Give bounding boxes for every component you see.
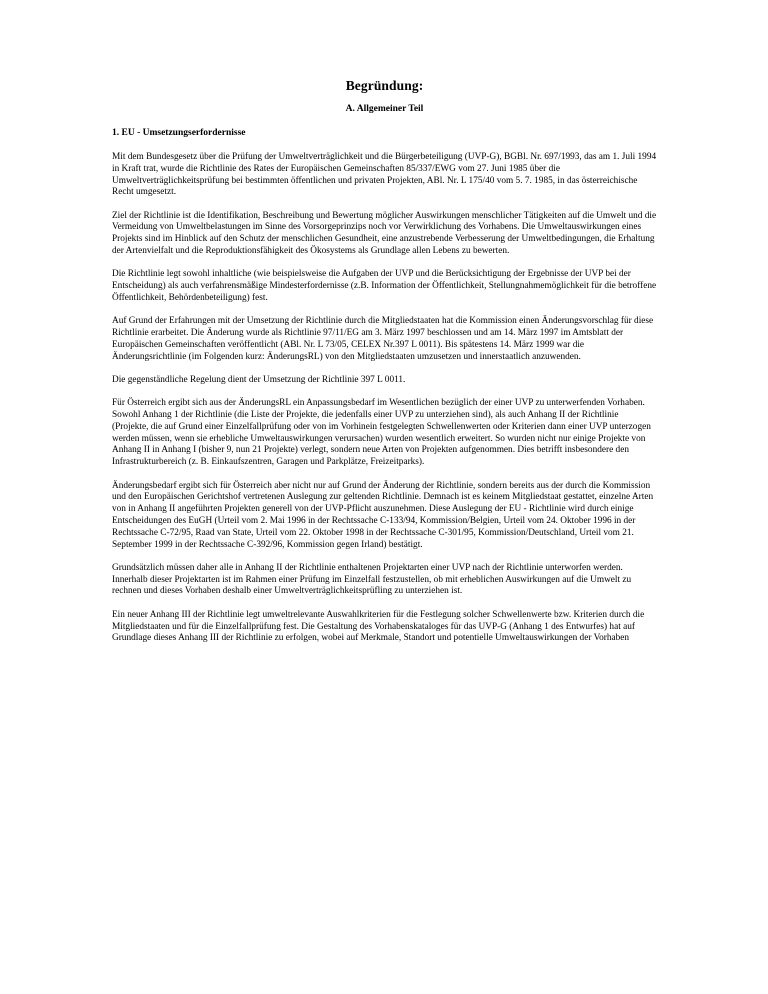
paragraph: Ein neuer Anhang III der Richtlinie legt umweltrelevante Auswahlkriterien für die Festlegung solcher Schwellenwerte bzw. Kriterien durch die Mitgliedstaaten und für die Einzelfallprüfung fest. Die Gestaltung des Vorhabenskataloges für das UVP-G (Anhang 1 des Entwurfes) hat auf Grundlage dieses Anhang III der Richtlinie zu erfolgen, wobei auf Merkmale, Standort und potentielle Umweltauswirkungen der Vorhaben xyxy=(112,609,645,644)
part-heading: A. Allgemeiner Teil xyxy=(345,104,424,114)
paragraph: Grundsätzlich müssen daher alle in Anhang II der Richtlinie enthaltenen Projektarten einer UVP nach der Richtlinie unterworfen werden. Innerhalb dieser Projektarten ist im Rahmen einer Prüfung im Einzelfall festzustellen, ob mit erheblichen Auswirkungen auf die Umwelt zu rechnen und dieses Vorhaben deshalb einer Umweltverträglichkeitsprüfling zu unterziehen ist. xyxy=(112,562,632,597)
paragraph: Die Richtlinie legt sowohl inhaltliche (wie beispielsweise die Aufgaben der UVP und die Berücksichtigung der Ergebnisse der UVP bei der Entscheidung) als auch verfahrensmäßige Mindesterfordernisse (z.B. Information der Öffentlichkeit, Stellungnahmemöglichkeit für die betroffene Öffentlichkeit, Behördenbeteiligung) fest. xyxy=(112,269,657,303)
paragraph: Auf Grund der Erfahrungen mit der Umsetzung der Richtlinie durch die Mitgliedstaaten hat die Kommission einen Änderungsvorschlag für diese Richtlinie erarbeitet. Die Änderung wurde als Richtlinie 97/11/EG am 3. März 1997 beschlossen und am 14. März 1997 im Amtsblatt der Europäischen Gemeinschaften veröffentlicht (ABl. Nr. L 73/05, CELEX Nr.397 L 0011). Bis spätestens 14. März 1999 war die Änderungsrichtlinie (im Folgenden kurz: ÄnderungsRL) von den Mitgliedstaaten umzusetzen und innerstaatlich anzuwenden. xyxy=(112,316,654,362)
document-title: Begründung: xyxy=(345,78,424,93)
section-heading: 1. EU - Umsetzungserfordernisse xyxy=(112,128,246,138)
paragraph: Die gegenständliche Regelung dient der Umsetzung der Richtlinie 397 L 0011. xyxy=(112,374,406,385)
paragraph: Mit dem Bundesgesetz über die Prüfung der Umweltverträglichkeit und die Bürgerbeteiligung (UVP-G), BGBl. Nr. 697/1993, das am 1. Juli 1994 in Kraft trat, wurde die Richtlinie des Rates der Europäischen Gemeinschaften 85/337/EWG vom 27. Juni 1985 über die Umweltverträglichkeitsprüfung bei bestimmten öffentlichen und privaten Projekten, ABl. Nr. L 175/40 vom 5. 7. 1985, in das österreichische Recht umgesetzt. xyxy=(112,152,657,198)
paragraph: Änderungsbedarf ergibt sich für Österreich aber nicht nur auf Grund der Änderung der Richtlinie, sondern bereits aus der durch die Kommission und den Europäischen Gerichtshof vertretenen Auslegung zur geltenden Richtlinie. Demnach ist es keinem Mitgliedstaat gestattet, einzelne Arten von in Anhang II angeführten Projekten generell von der UVP-Pflicht auszunehmen. Diese Auslegung der EU - Richtlinie wird durch einige Entscheidungen des EuGH (Urteil vom 2. Mai 1996 in der Rechtssache C-133/94, Kommission/Belgien, Urteil vom 24. Oktober 1996 in der Rechtssache C-72/95, Raad van State, Urteil vom 22. Oktober 1998 in der Rechtssache C-301/95, Kommission/Deutschland, Urteil vom 21. September 1999 in der Rechtssache C-392/96, Kommission gegen Irland) bestätigt. xyxy=(112,480,654,550)
document-page xyxy=(112,78,657,657)
paragraph: Für Österreich ergibt sich aus der ÄnderungsRL ein Anpassungsbedarf im Wesentlichen bezüglich der einer UVP zu unterwerfenden Vorhaben. Sowohl Anhang 1 der Richtlinie (die Liste der Projekte, die jedenfalls einer UVP zu unterziehen sind), als auch Anhang II der Richtlinie (Projekte, die auf Grund einer Einzelfallprüfung oder von im Vorhinein festgelegten Schwellenwerten oder Kriterien dann einer UVP unterzogen werden müssen, wenn sie erhebliche Umweltauswirkungen verursachen) wurden wesentlich erweitert. So wurden nicht nur einige Projekte von Anhang II in Anhang I (bisher 9, nun 21 Projekte) verlegt, sondern neue Arten von Projekten aufgenommen. Dies betrifft insbesondere den Infrastrukturbereich (z. B. Einkaufszentren, Garagen und Parkplätze, Freizeitparks). xyxy=(112,398,651,468)
paragraph: Ziel der Richtlinie ist die Identifikation, Beschreibung und Bewertung möglicher Auswirkungen menschlicher Tätigkeiten auf die Umwelt und die Vermeidung von Umweltbelastungen im Sinne des Vorsorgeprinzips noch vor Verwirklichung des Vorhabens. Die Umweltauswirkungen eines Projekts sind im Hinblick auf den Schutz der menschlichen Gesundheit, eine anzustrebende Verbesserung der Umweltbedingungen, die Erhaltung der Artenvielfalt und die Reproduktionsfähigkeit des Ökosystems als Grundlage allen Lebens zu bewerten. xyxy=(112,210,657,257)
